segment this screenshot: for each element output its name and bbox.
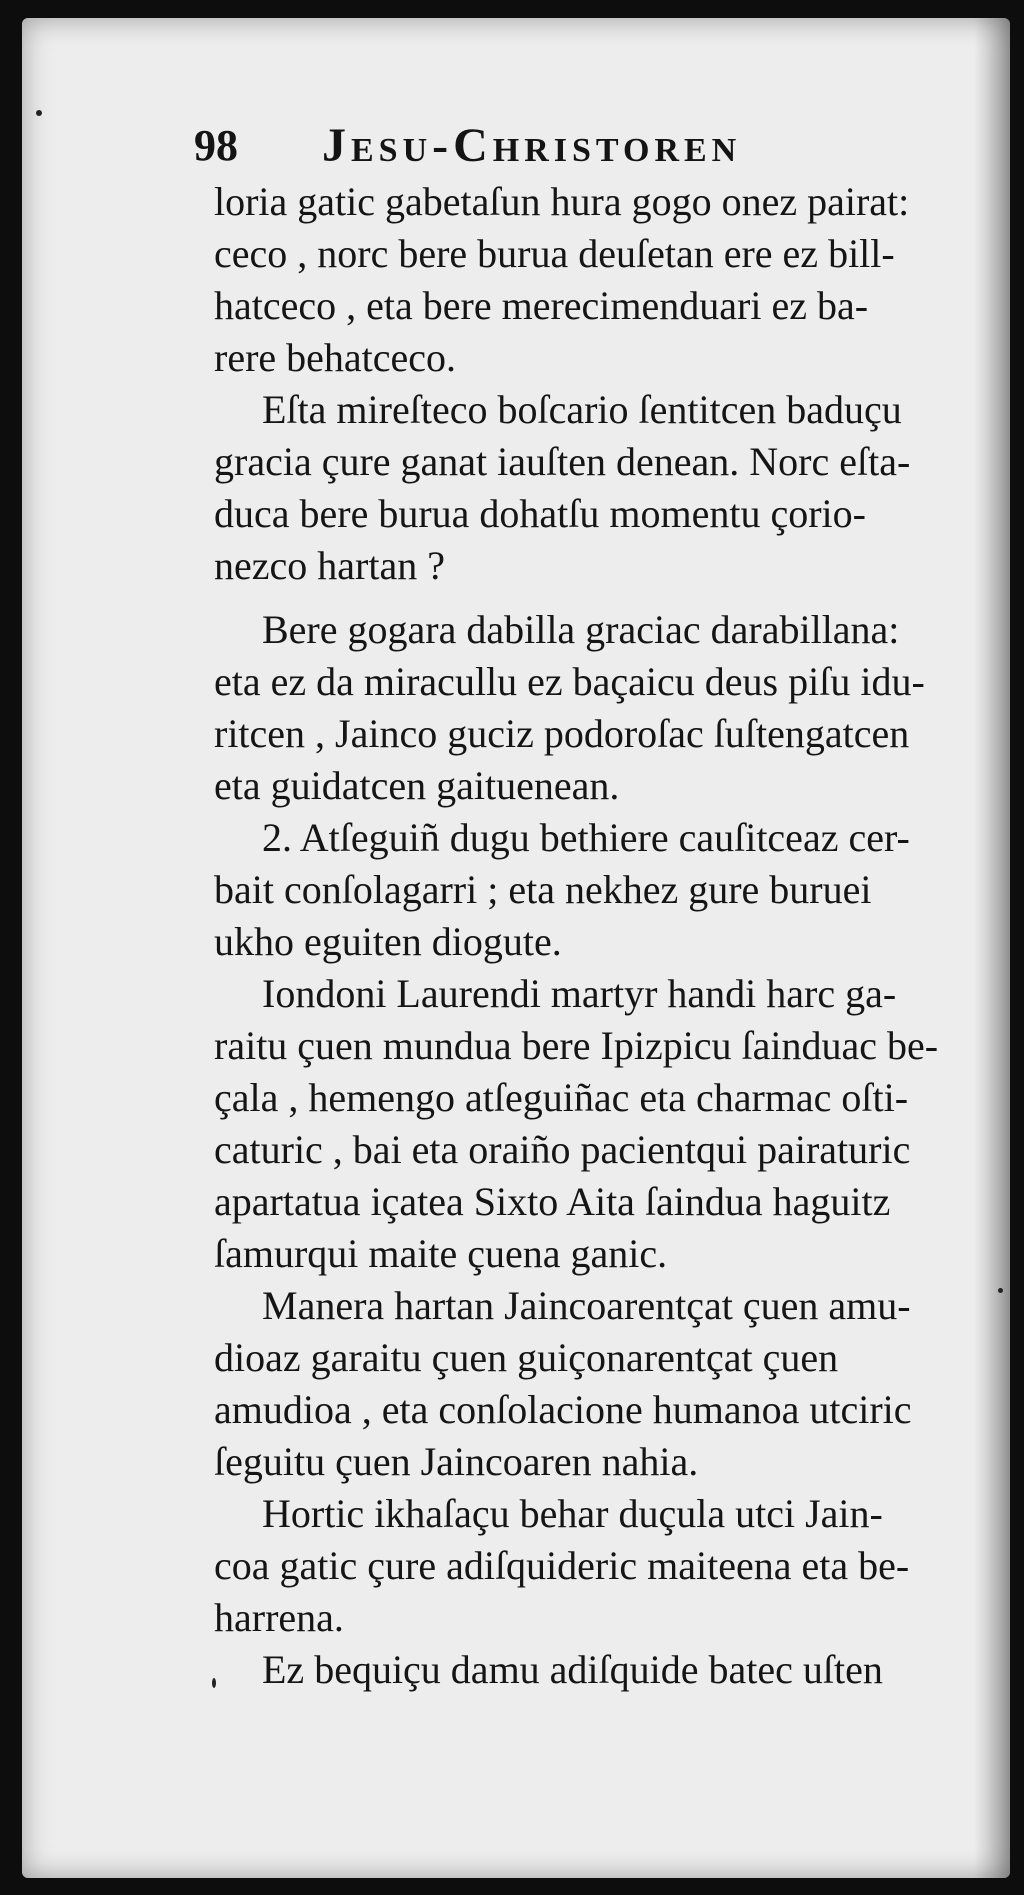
- running-head: Jesu-Christoren: [322, 119, 742, 172]
- text-line: duca bere burua dohatſu momentu çorio-: [214, 491, 866, 536]
- body-text: [214, 176, 1010, 1696]
- text-line: ritcen , Jainco guciz podoroſac ſuſtengatcen: [214, 711, 910, 756]
- paragraph-first-line: Ez bequiçu damu adiſquide batec uſten: [262, 1647, 883, 1692]
- text-line: eta ez da miracullu ez baçaicu deus piſu idu-: [214, 659, 925, 704]
- text-line: apartatua içatea Sixto Aita ſaindua haguitz: [214, 1179, 891, 1224]
- text-line: ceco , norc bere burua deuſetan ere ez bill-: [214, 231, 895, 276]
- text-line: loria gatic gabetaſun hura gogo onez pairat:: [214, 179, 910, 224]
- page-header: [194, 114, 974, 174]
- text-line: hatceco , eta bere merecimenduari ez ba-: [214, 283, 869, 328]
- book-page: [22, 18, 1010, 1878]
- text-line: nezco hartan ?: [214, 543, 445, 588]
- text-line: ſamurqui maite çuena ganic.: [214, 1231, 668, 1276]
- paragraph-first-line: Hortic ikhaſaçu behar duçula utci Jain-: [262, 1491, 883, 1536]
- text-line: ſeguitu çuen Jaincoaren nahia.: [214, 1439, 699, 1484]
- page-number: 98: [194, 121, 238, 170]
- paragraph-first-line: Iondoni Laurendi martyr handi harc ga-: [262, 971, 897, 1016]
- paragraph-first-line: Bere gogara dabilla graciac darabillana:: [262, 607, 900, 652]
- text-line: harrena.: [214, 1595, 344, 1640]
- paragraph-first-line: 2. Atſeguiñ dugu bethiere cauſitceaz cer-: [262, 815, 910, 860]
- text-line: ukho eguiten diogute.: [214, 919, 562, 964]
- ink-speck: [998, 1288, 1003, 1293]
- text-line: raitu çuen mundua bere Ipizpicu ſainduac be-: [214, 1023, 939, 1068]
- paragraph-first-line: Manera hartan Jaincoarentçat çuen amu-: [262, 1283, 911, 1328]
- text-line: eta guidatcen gaituenean.: [214, 763, 620, 808]
- text-line: rere behatceco.: [214, 335, 457, 380]
- text-line: amudioa , eta conſolacione humanoa utciric: [214, 1387, 912, 1432]
- text-line: bait conſolagarri ; eta nekhez gure buruei: [214, 867, 872, 912]
- text-line: gracia çure ganat iauſten denean. Norc eſta-: [214, 439, 911, 484]
- text-line: çala , hemengo atſeguiñac eta charmac oſti-: [214, 1075, 909, 1120]
- text-line: caturic , bai eta oraiño pacientqui pairaturic: [214, 1127, 911, 1172]
- ink-speck: [36, 110, 42, 116]
- ink-speck: [212, 1678, 216, 1688]
- text-line: dioaz garaitu çuen guiçonarentçat çuen: [214, 1335, 839, 1380]
- text-line: coa gatic çure adiſquideric maiteena eta be-: [214, 1543, 910, 1588]
- paragraph-first-line: Eſta mireſteco boſcario ſentitcen baduçu: [262, 387, 902, 432]
